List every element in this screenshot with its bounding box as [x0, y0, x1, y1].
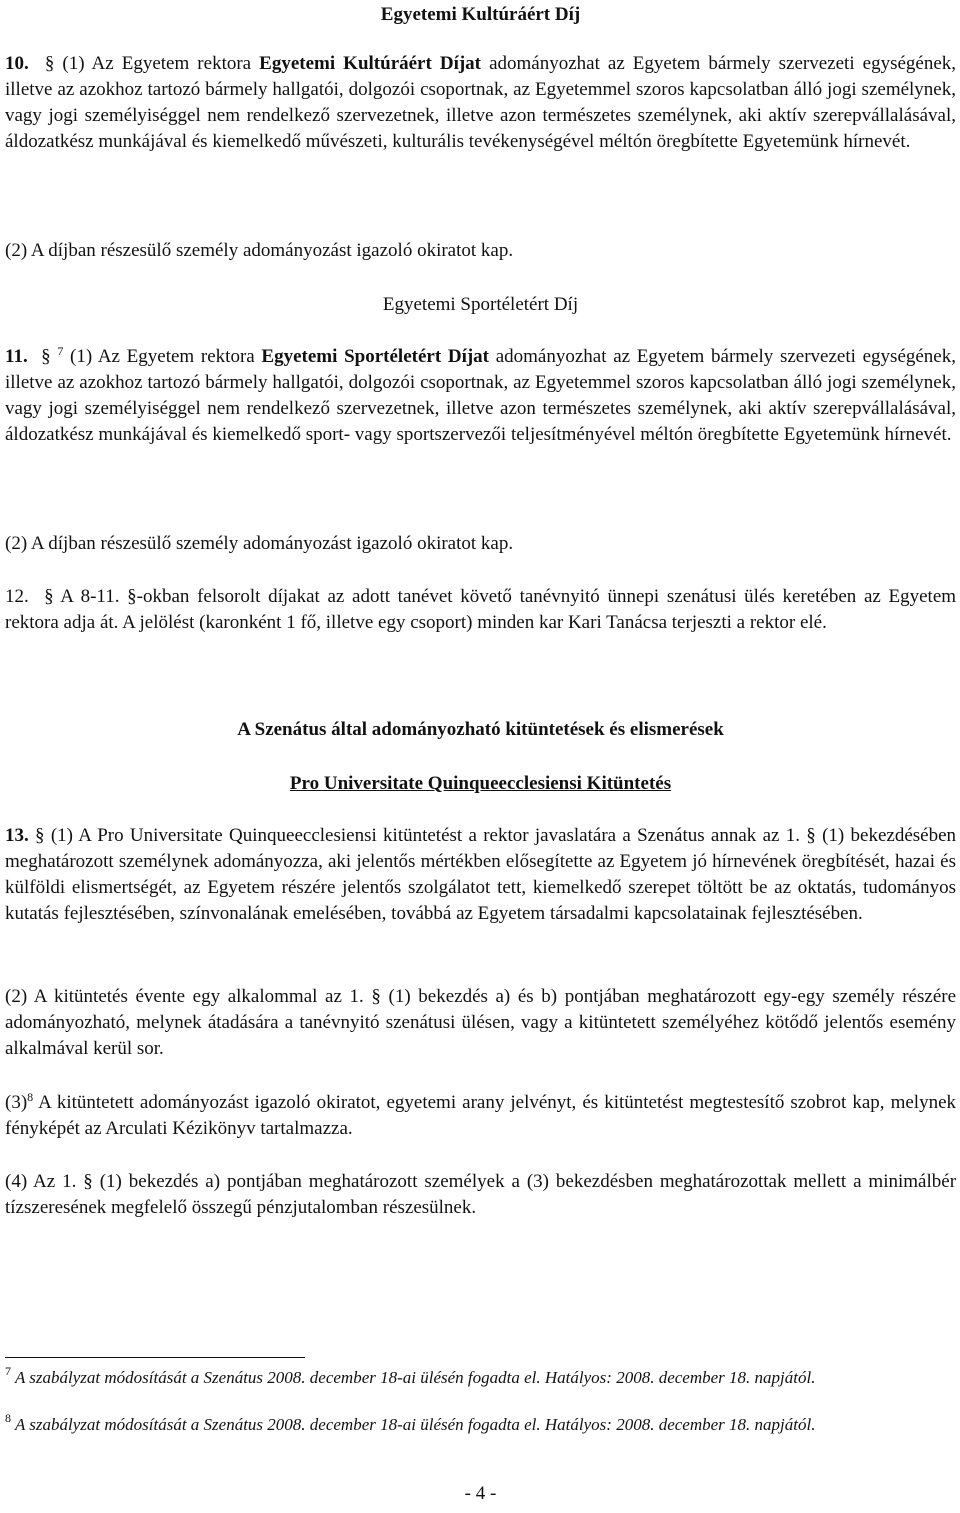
paragraph-number: 11.	[5, 346, 28, 367]
paragraph-text: adományozhat az Egyetem bármely szervezeti egységének, illetve az azokhoz tartozó bármely hallgatói, dolgozói csoportnak, az Egyetemmel szoros kapcsolatban álló jogi személynek, vagy jogi személyiséggel nem rendelkező szervezetnek, illetve azon természetes személynek, aki aktív szerepvállalásával, áldozatkész munkájával és kiemelkedő művészeti, kulturális tevékenységével méltón öregbítette Egyetemünk hírnevét.	[5, 53, 957, 152]
award-name: Egyetemi Sportéletért Díjat	[261, 346, 490, 367]
footnote-8	[5, 1413, 956, 1436]
footnote-number: 8	[5, 1411, 11, 1425]
section-sign: §	[371, 986, 381, 1007]
section-sign: §	[127, 586, 137, 607]
paragraph-13-4	[5, 1169, 956, 1221]
paragraph-number: 13.	[5, 825, 29, 846]
page-number: - 4 -	[464, 1483, 497, 1504]
footnote-text: A szabályzat módosítását a Szenátus 2008. december 18-ai ülésén fogadta el. Hatályos: 2008. december 18. napjától.	[14, 1368, 816, 1387]
paragraph-text: A 8-11.	[60, 586, 120, 607]
footnote-divider	[5, 1357, 305, 1358]
paragraph-number: 12.	[5, 586, 29, 607]
paragraph-13-2	[5, 984, 956, 1062]
paragraph-10-2: (2) A díjban részesülő személy adományozást igazoló okiratot kap.	[5, 240, 514, 261]
section-title-pro-universitate: Pro Universitate Quinqueecclesiensi Kitüntetés	[289, 773, 672, 794]
section-sign: §	[806, 825, 816, 846]
paragraph-number: 10.	[5, 53, 29, 74]
paragraph-12	[5, 584, 956, 636]
footnote-text: A szabályzat módosítását a Szenátus 2008. december 18-ai ülésén fogadta el. Hatályos: 2008. december 18. napjától.	[14, 1415, 816, 1434]
paragraph-text: (1) A Pro Universitate Quinqueecclesiensi kitüntetést a rektor javaslatára a Szenátus annak az 1.	[50, 825, 800, 846]
section-sign: §	[41, 346, 51, 367]
paragraph-13-1	[5, 823, 956, 927]
section-title-kultura: Egyetemi Kultúráért Díj	[380, 4, 581, 25]
footnote-number: 7	[5, 1364, 11, 1378]
paragraph-text: (3)	[5, 1092, 28, 1113]
section-title-senate: A Szenátus által adományozható kitüntetések és elismerések	[237, 719, 724, 740]
paragraph-11-2: (2) A díjban részesülő személy adományozást igazoló okiratot kap.	[5, 533, 514, 554]
paragraph-text: (1) bekezdés a) és b) pontjában meghatározott egy-egy személy részére adományozható, melynek átadására a tanévnyitó szenátusi ülésen, vagy a kitüntetett személyéhez kötődő jelentős esemény alkalmával kerül sor.	[5, 986, 957, 1059]
paragraph-text: (1) bekezdés a) pontjában meghatározott személyek a (3) bekezdésben meghatározottak mellett a minimálbér tízszeresének megfelelő összegű pénzjutalomban részesülnek.	[5, 1171, 957, 1218]
footnote-ref-8[interactable]: 8	[27, 1090, 34, 1104]
paragraph-text: (1) Az Egyetem rektora	[70, 346, 255, 367]
section-sign: §	[83, 1171, 93, 1192]
award-name: Egyetemi Kultúráért Díjat	[259, 53, 482, 74]
paragraph-text: (2) A kitüntetés évente egy alkalommal az 1.	[5, 986, 364, 1007]
paragraph-13-3	[5, 1090, 956, 1142]
paragraph-text: (1) Az Egyetem rektora	[62, 53, 252, 74]
section-sign: §	[35, 825, 45, 846]
section-sign: §	[44, 53, 55, 74]
section-title-sport: Egyetemi Sportéletért Díj	[382, 294, 579, 315]
paragraph-text: (4) Az 1.	[5, 1171, 77, 1192]
paragraph-text: adományozhat az Egyetem bármely szervezeti egységének, illetve az azokhoz tartozó bármely hallgatói, dolgozói csoportnak, az Egyetemmel szoros kapcsolatban álló jogi személynek, vagy jogi személyiséggel nem rendelkező szervezetnek, illetve azon természetes személynek, aki aktív szerepvállalásával, áldozatkész munkájával és kiemelkedő sport- vagy sportszervezői teljesítményével méltón öregbítette Egyetemünk hírnevét.	[5, 346, 956, 445]
paragraph-text: -okban felsorolt díjakat az adott tanévet követő tanévnyitó ünnepi szenátusi ülés keretében az Egyetem rektora adja át. A jelölést (karonként 1 fő, illetve egy csoport) minden kar Kari Tanácsa terjeszti a rektor elé.	[5, 586, 957, 633]
footnote-7	[5, 1366, 956, 1389]
paragraph-11-1	[5, 344, 956, 448]
paragraph-text: A kitüntetett adományozást igazoló okiratot, egyetemi arany jelvényt, és kitüntetést megtestesítő szobrot kap, melynek fényképét az Arculati Kézikönyv tartalmazza.	[5, 1092, 956, 1139]
paragraph-text: (1) bekezdésében meghatározott személynek adományozza, aki jelentős mértékben elősegítette az Egyetem jó hírnevének öregbítését, hazai és külföldi elismertségét, az Egyetem részére jelentős szolgálatot tett, kiemelkedő szerepet töltött be az oktatás, tudományos kutatás fejlesztésében, színvonalának emelésében, továbbá az Egyetem társadalmi kapcsolatainak fejlesztésében.	[5, 825, 957, 924]
paragraph-10-1	[5, 51, 956, 155]
footnote-ref-7[interactable]: 7	[57, 344, 64, 358]
section-sign: §	[44, 586, 54, 607]
